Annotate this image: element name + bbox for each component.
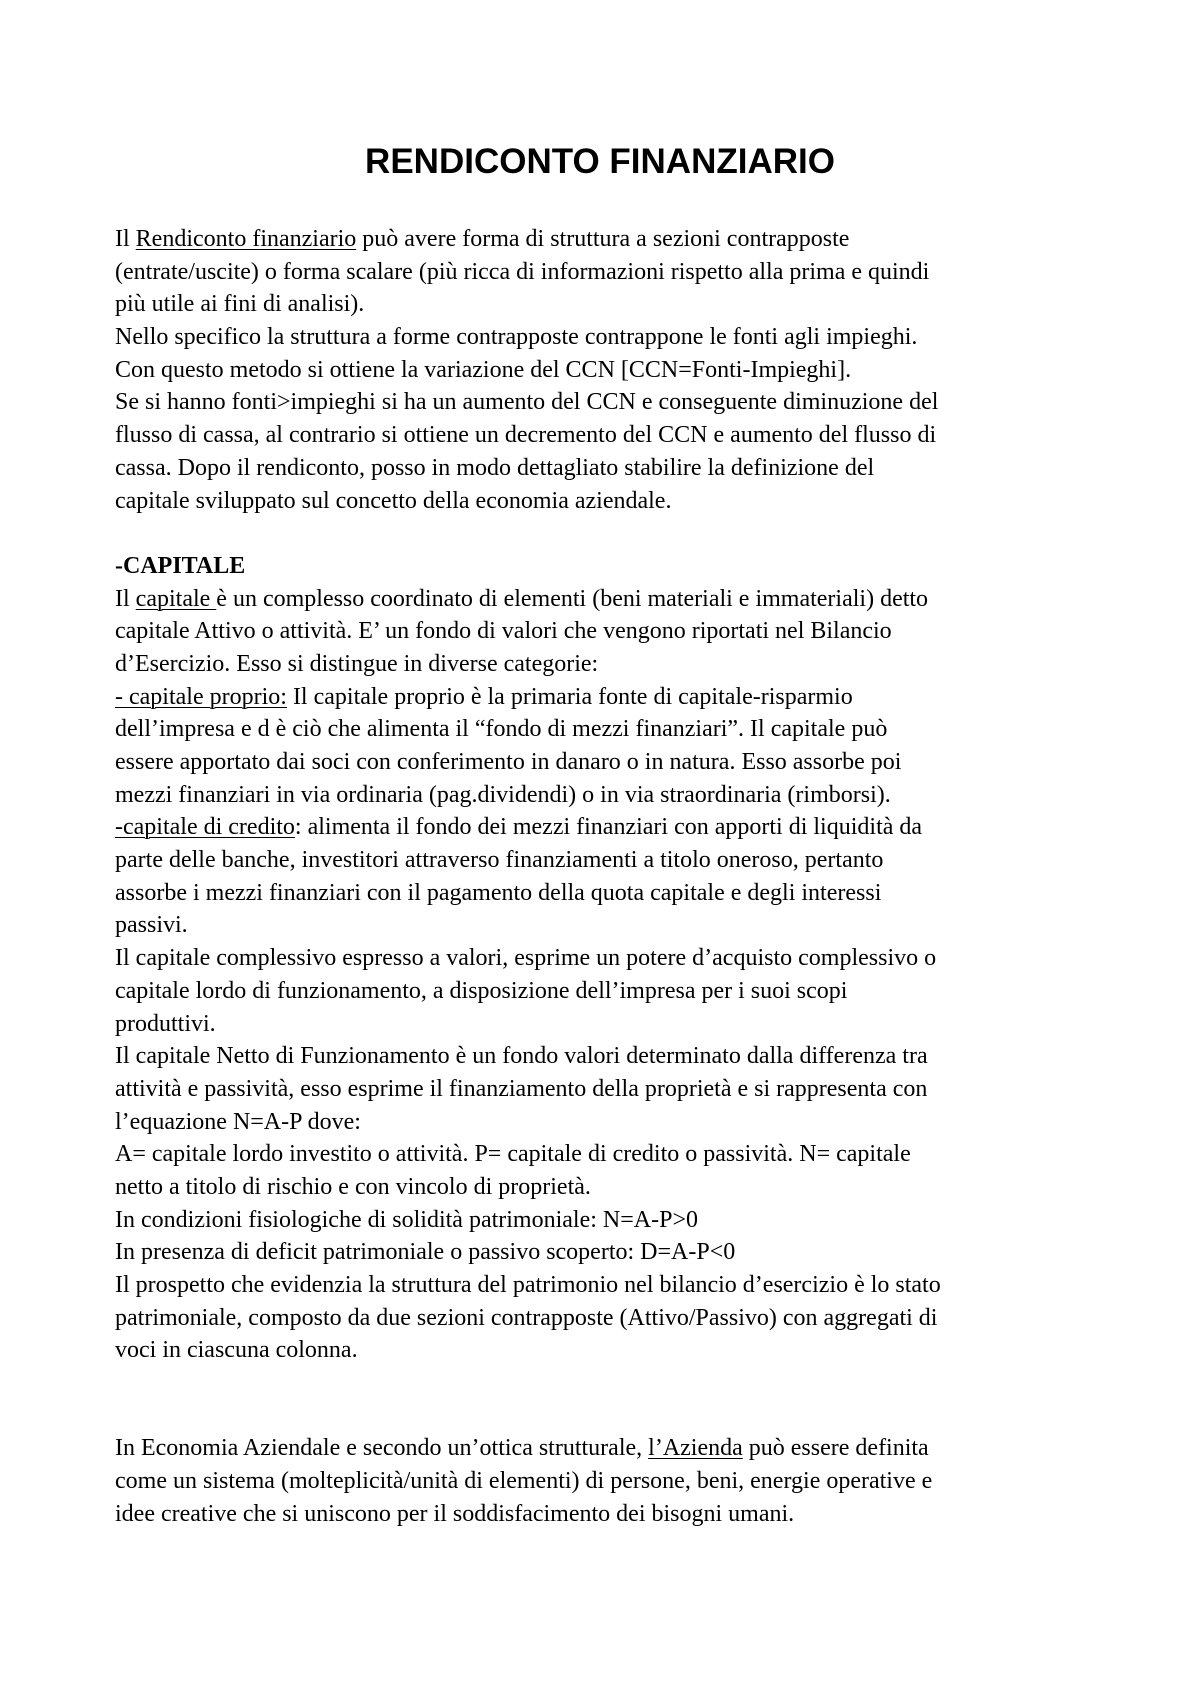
intro-paragraph: [115, 223, 1115, 517]
text-line: Con questo metodo si ottiene la variazione del CCN [CCN=Fonti-Impieghi].: [115, 356, 852, 383]
text-line: Il capitale Netto di Funzionamento è un fondo valori determinato dalla differenza tra: [115, 1043, 928, 1070]
text-run: Il capitale proprio è la primaria fonte di capitale-risparmio: [286, 683, 853, 710]
text-line: patrimoniale, composto da due sezioni contrapposte (Attivo/Passivo) con aggregati di: [115, 1304, 938, 1331]
page-title: RENDICONTO FINANZIARIO: [365, 142, 835, 181]
underlined-term: Rendiconto finanziario: [135, 226, 357, 252]
text-line: d’Esercizio. Esso si distingue in diverse categorie:: [115, 650, 599, 677]
text-line: come un sistema (molteplicità/unità di elementi) di persone, beni, energie operative e: [115, 1468, 933, 1495]
paragraph-gap: [115, 1367, 1115, 1432]
text-line: Il prospetto che evidenzia la struttura del patrimonio nel bilancio d’esercizio è lo stato: [115, 1272, 941, 1298]
text-line: [115, 583, 1115, 616]
text-line: passivi.: [115, 912, 188, 939]
text-line: dell’impresa e d è ciò che alimenta il “fondo di mezzi finanziari”. Il capitale può: [115, 716, 888, 743]
text-line: Nello specifico la struttura a forme contrapposte contrappone le fonti agli impieghi.: [115, 324, 918, 351]
paragraph-gap: [115, 517, 1115, 550]
section-heading: -CAPITALE: [115, 552, 246, 579]
text-line: voci in ciascuna colonna.: [115, 1337, 358, 1364]
underlined-term: capitale: [135, 585, 217, 612]
text-line: [115, 223, 1115, 256]
text-line: [115, 811, 1115, 844]
text-line: (entrate/uscite) o forma scalare (più ricca di informazioni rispetto alla prima e quindi: [115, 258, 930, 285]
underlined-term: - capitale proprio:: [115, 683, 287, 710]
azienda-paragraph: [115, 1432, 1115, 1530]
text-run: : alimenta il fondo dei mezzi finanziari con apporti di liquidità da: [294, 814, 923, 841]
text-run: Il: [115, 585, 136, 612]
text-run: In Economia Aziendale e secondo un’ottica strutturale,: [115, 1435, 649, 1462]
text-line: assorbe i mezzi finanziari con il pagamento della quota capitale e degli interessi: [115, 879, 882, 906]
text-line: cassa. Dopo il rendiconto, posso in modo dettagliato stabilire la definizione del: [115, 454, 875, 481]
underlined-term: l’Azienda: [648, 1435, 743, 1462]
text-run: può essere definita: [742, 1435, 929, 1462]
document-body: [115, 223, 1115, 1531]
text-run: Il: [115, 226, 136, 252]
text-line: Il capitale complessivo espresso a valori, esprime un potere d’acquisto complessivo o: [115, 945, 937, 972]
text-line: In condizioni fisiologiche di solidità patrimoniale: N=A-P>0: [115, 1206, 698, 1233]
text-line: flusso di cassa, al contrario si ottiene un decremento del CCN e aumento del flusso di: [115, 422, 937, 449]
capitale-section: [115, 550, 1115, 1367]
text-run: è un complesso coordinato di elementi (beni materiali e immateriali) detto: [216, 585, 929, 612]
text-line: produttivi.: [115, 1010, 216, 1037]
text-line: Se si hanno fonti>impieghi si ha un aumento del CCN e conseguente diminuzione del: [115, 389, 939, 416]
text-line: essere apportato dai soci con conferimento in danaro o in natura. Esso assorbe poi: [115, 749, 902, 775]
text-line: capitale lordo di funzionamento, a disposizione dell’impresa per i suoi scopi: [115, 977, 848, 1004]
text-line: parte delle banche, investitori attraverso finanziamenti a titolo oneroso, pertanto: [115, 847, 884, 874]
text-line: A= capitale lordo investito o attività. P= capitale di credito o passività. N= capitale: [115, 1141, 911, 1168]
text-line: idee creative che si uniscono per il soddisfacimento dei bisogni umani.: [115, 1500, 795, 1527]
text-line: capitale sviluppato sul concetto della economia aziendale.: [115, 487, 672, 514]
text-line: attività e passività, esso esprime il finanziamento della proprietà e si rappresenta con: [115, 1075, 928, 1102]
text-line: l’equazione N=A-P dove:: [115, 1108, 361, 1135]
text-line: netto a titolo di rischio e con vincolo di proprietà.: [115, 1173, 591, 1200]
text-line: In presenza di deficit patrimoniale o passivo scoperto: D=A-P<0: [115, 1239, 736, 1266]
text-line: più utile ai fini di analisi).: [115, 291, 365, 318]
text-run: può avere forma di struttura a sezioni contrapposte: [356, 226, 850, 252]
text-line: [115, 1432, 1115, 1465]
text-line: capitale Attivo o attività. E’ un fondo di valori che vengono riportati nel Bilancio: [115, 618, 892, 645]
text-line: [115, 681, 1115, 714]
text-line: mezzi finanziari in via ordinaria (pag.dividendi) o in via straordinaria (rimborsi).: [115, 781, 891, 808]
underlined-term: -capitale di credito: [115, 814, 295, 841]
